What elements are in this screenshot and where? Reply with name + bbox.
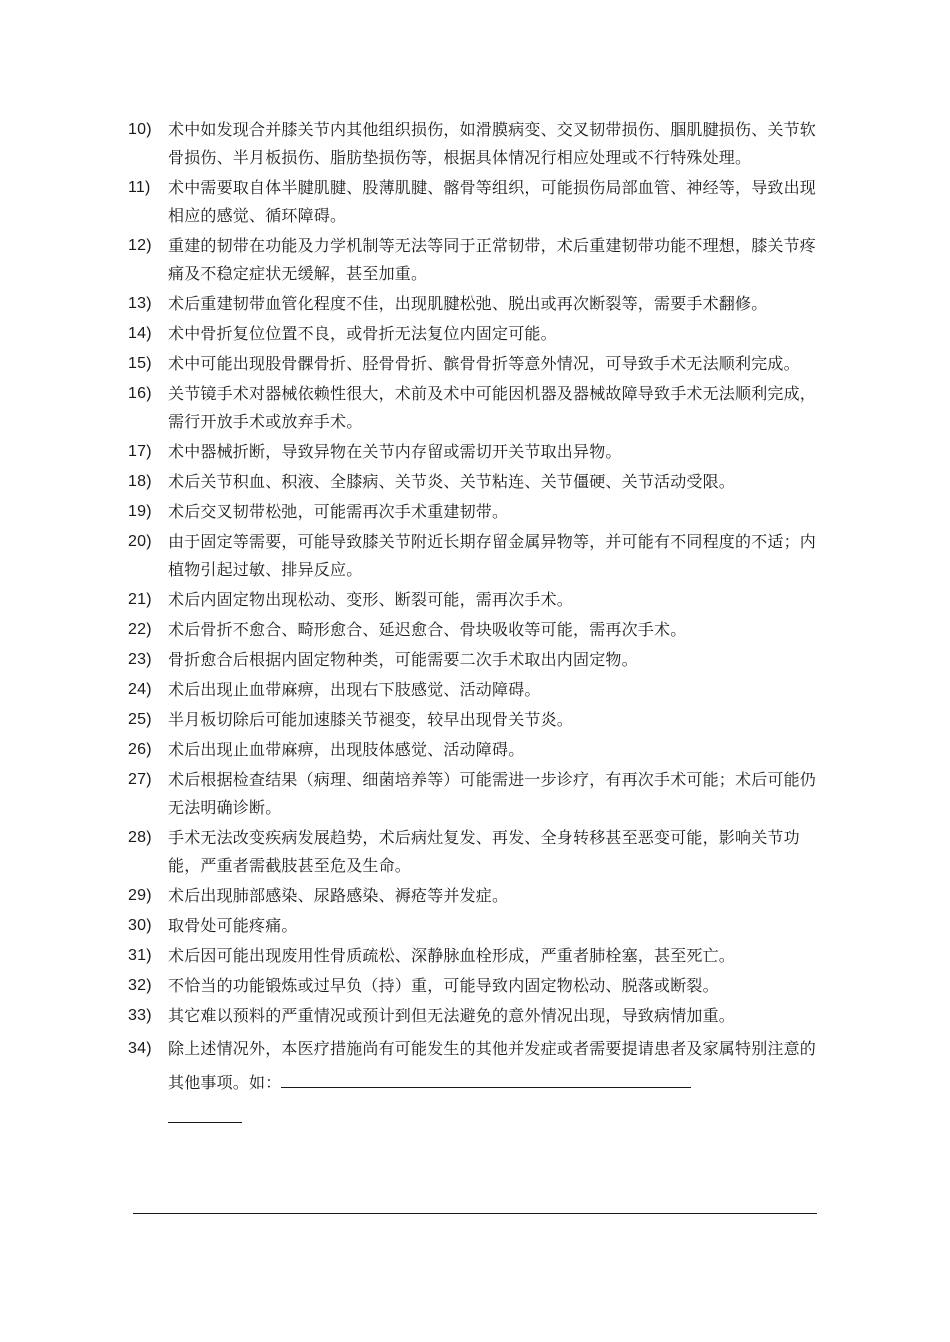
item-text: 除上述情况外，本医疗措施尚有可能发生的其他并发症或者需要提请患者及家属特别注意的其他事项。如：	[168, 1039, 817, 1092]
item-text: 术后内固定物出现松动、变形、断裂可能，需再次手术。	[168, 590, 574, 609]
risk-list	[128, 116, 828, 1125]
list-item	[128, 882, 828, 910]
item-number: 25)	[128, 711, 152, 728]
list-item	[128, 586, 828, 614]
list-item	[128, 498, 828, 526]
item-number: 11)	[128, 179, 151, 196]
item-text: 由于固定等需要，可能导致膝关节附近长期存留金属异物等，并可能有不同程度的不适；内植物引起过敏、排异反应。	[168, 532, 817, 579]
item-text: 关节镜手术对器械依赖性很大，术前及术中可能因机器及器械故障导致手术无法顺利完成，需行开放手术或放弃手术。	[168, 384, 817, 431]
item-number: 17)	[128, 443, 152, 460]
fill-in-line-continued[interactable]	[168, 1102, 242, 1123]
list-item	[128, 824, 828, 880]
item-text: 术后根据检查结果（病理、细菌培养等）可能需进一步诊疗，有再次手术可能；术后可能仍无法明确诊断。	[168, 770, 817, 817]
item-text: 骨折愈合后根据内固定物种类，可能需要二次手术取出内固定物。	[168, 650, 638, 669]
list-item	[128, 468, 828, 496]
list-item	[128, 438, 828, 466]
item-text: 手术无法改变疾病发展趋势，术后病灶复发、再发、全身转移甚至恶变可能，影响关节功能，严重者需截肢甚至危及生命。	[168, 828, 800, 875]
list-item	[128, 706, 828, 734]
list-item	[128, 616, 828, 644]
item-text: 术后关节积血、积液、全膝病、关节炎、关节粘连、关节僵硬、关节活动受限。	[168, 472, 736, 491]
list-item	[128, 912, 828, 940]
list-item	[128, 350, 828, 378]
item-number: 18)	[128, 473, 152, 490]
item-number: 21)	[128, 591, 152, 608]
item-text: 术中器械折断，导致异物在关节内存留或需切开关节取出异物。	[168, 442, 622, 461]
item-number: 33)	[128, 1007, 152, 1024]
item-number: 34)	[128, 1040, 152, 1057]
item-number: 20)	[128, 533, 152, 550]
item-text: 术中骨折复位位置不良，或骨折无法复位内固定可能。	[168, 324, 557, 343]
item-text: 术中如发现合并膝关节内其他组织损伤，如滑膜病变、交叉韧带损伤、腘肌腱损伤、关节软骨损伤、半月板损伤、脂肪垫损伤等，根据具体情况行相应处理或不行特殊处理。	[168, 120, 817, 167]
item-number: 12)	[128, 237, 152, 254]
item-number: 13)	[128, 295, 152, 312]
item-number: 24)	[128, 681, 152, 698]
item-number: 23)	[128, 651, 152, 668]
bottom-fill-line	[133, 1213, 817, 1214]
item-number: 10)	[128, 121, 152, 138]
item-number: 16)	[128, 385, 152, 402]
list-item-other-matters	[128, 1032, 828, 1123]
item-number: 32)	[128, 977, 152, 994]
item-number: 15)	[128, 355, 152, 372]
list-item	[128, 116, 828, 172]
item-text: 重建的韧带在功能及力学机制等无法等同于正常韧带，术后重建韧带功能不理想，膝关节疼痛及不稳定症状无缓解，甚至加重。	[168, 236, 817, 283]
list-item	[128, 174, 828, 230]
item-text: 术后出现肺部感染、尿路感染、褥疮等并发症。	[168, 886, 509, 905]
item-number: 22)	[128, 621, 152, 638]
item-text: 术后骨折不愈合、畸形愈合、延迟愈合、骨块吸收等可能，需再次手术。	[168, 620, 687, 639]
item-text: 术中需要取自体半腱肌腱、股薄肌腱、髂骨等组织，可能损伤局部血管、神经等，导致出现相应的感觉、循环障碍。	[168, 178, 817, 225]
item-text: 术后出现止血带麻痹，出现右下肢感觉、活动障碍。	[168, 680, 541, 699]
item-number: 30)	[128, 917, 152, 934]
item-number: 28)	[128, 829, 152, 846]
item-number: 31)	[128, 947, 152, 964]
fill-in-line[interactable]	[281, 1067, 691, 1088]
item-text: 术后重建韧带血管化程度不佳，出现肌腱松弛、脱出或再次断裂等，需要手术翻修。	[168, 294, 768, 313]
list-item	[128, 1002, 828, 1030]
item-text: 取骨处可能疼痛。	[168, 916, 298, 935]
item-number: 26)	[128, 741, 152, 758]
list-item	[128, 528, 828, 584]
item-number: 14)	[128, 325, 152, 342]
item-text: 术后交叉韧带松弛，可能需再次手术重建韧带。	[168, 502, 509, 521]
item-number: 29)	[128, 887, 152, 904]
list-item	[128, 736, 828, 764]
item-text: 半月板切除后可能加速膝关节褪变，较早出现骨关节炎。	[168, 710, 574, 729]
list-item	[128, 972, 828, 1000]
list-item	[128, 320, 828, 348]
item-text: 其它难以预料的严重情况或预计到但无法避免的意外情况出现，导致病情加重。	[168, 1006, 736, 1025]
list-item	[128, 676, 828, 704]
list-item	[128, 232, 828, 288]
item-number: 19)	[128, 503, 152, 520]
list-item	[128, 646, 828, 674]
item-text: 术中可能出现股骨髁骨折、胫骨骨折、髌骨骨折等意外情况，可导致手术无法顺利完成。	[168, 354, 800, 373]
list-item	[128, 942, 828, 970]
item-text: 术后出现止血带麻痹，出现肢体感觉、活动障碍。	[168, 740, 525, 759]
list-item	[128, 290, 828, 318]
list-item	[128, 380, 828, 436]
item-number: 27)	[128, 771, 152, 788]
item-text: 不恰当的功能锻炼或过早负（持）重，可能导致内固定物松动、脱落或断裂。	[168, 976, 719, 995]
list-item	[128, 766, 828, 822]
item-text: 术后因可能出现废用性骨质疏松、深静脉血栓形成，严重者肺栓塞，甚至死亡。	[168, 946, 736, 965]
